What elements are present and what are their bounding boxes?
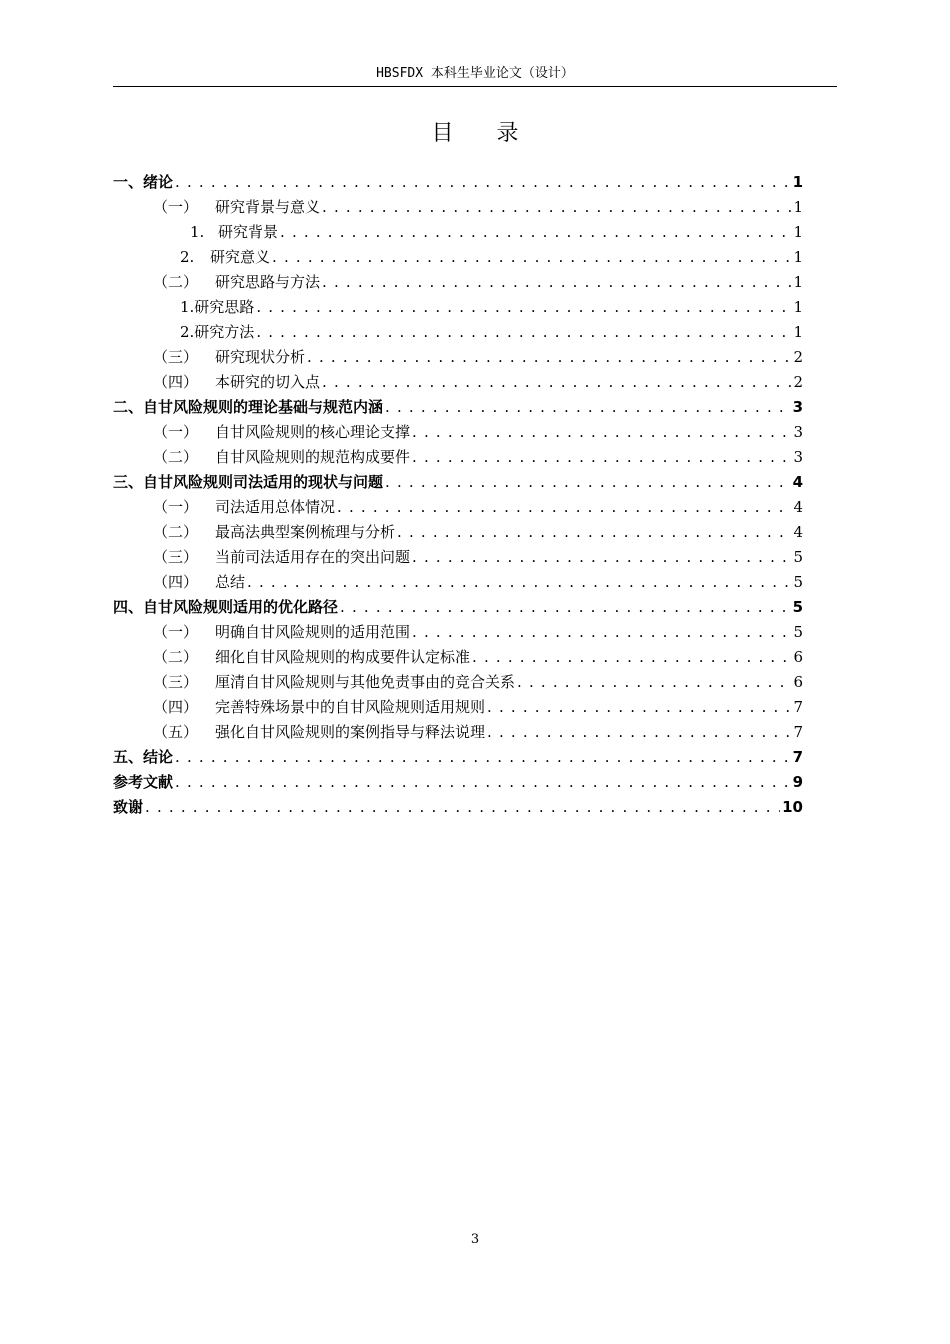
toc-entry[interactable]: [113, 620, 803, 645]
toc-entry-page: 5: [793, 623, 803, 641]
toc-entry-label: 强化自甘风险规则的案例指导与释法说理: [215, 723, 486, 741]
toc-entry[interactable]: [113, 795, 803, 820]
toc-entry-number: （二）: [153, 648, 199, 666]
toc-entry[interactable]: [113, 395, 803, 420]
toc-title: 目 录: [431, 121, 537, 146]
toc-entry-label: 1.研究思路: [180, 298, 255, 316]
toc-entry-label: 研究现状分析: [215, 348, 306, 366]
toc-dot-leader: [385, 395, 791, 420]
toc-entry-label: 二、自甘风险规则的理论基础与规范内涵: [113, 398, 384, 416]
toc-entry-label: 五、结论: [113, 748, 174, 766]
toc-dot-leader: [340, 595, 791, 620]
toc-entry-number: （四）: [153, 373, 199, 391]
toc-entry-label: 当前司法适用存在的突出问题: [215, 548, 411, 566]
toc-dot-leader: [472, 645, 791, 670]
toc-entry[interactable]: [113, 520, 803, 545]
toc-entry-page: 6: [793, 648, 803, 666]
toc-dot-leader: [322, 270, 791, 295]
toc-entry-page: 7: [792, 748, 803, 766]
toc-entry-page: 5: [793, 548, 803, 566]
toc-entry-page: 5: [793, 573, 803, 591]
toc-entry-page: 3: [793, 448, 803, 466]
toc-entry-label: 厘清自甘风险规则与其他免责事由的竞合关系: [215, 673, 516, 691]
toc-entry-page: 4: [793, 523, 803, 541]
toc-entry-number: （四）: [153, 573, 199, 591]
toc-entry[interactable]: [113, 220, 803, 245]
toc-dot-leader: [256, 320, 791, 345]
toc-entry[interactable]: [113, 345, 803, 370]
toc-entry-label: 四、自甘风险规则适用的优化路径: [113, 598, 339, 616]
toc-entry[interactable]: [113, 670, 803, 695]
toc-dot-leader: [145, 795, 780, 820]
toc-dot-leader: [322, 195, 791, 220]
toc-dot-leader: [487, 695, 791, 720]
toc-entry-page: 9: [792, 773, 803, 791]
toc-dot-leader: [397, 520, 791, 545]
toc-dot-leader: [517, 670, 791, 695]
toc-entry[interactable]: [113, 270, 803, 295]
toc-entry[interactable]: [113, 595, 803, 620]
toc-entry-page: 1: [793, 198, 803, 216]
toc-entry-number: （一）: [153, 198, 199, 216]
toc-entry[interactable]: [113, 695, 803, 720]
toc-entry[interactable]: [113, 195, 803, 220]
toc-entry-number: 1.: [190, 223, 205, 241]
toc-entry-page: 1: [793, 323, 803, 341]
toc-entry-number: （三）: [153, 348, 199, 366]
toc-entry-page: 10: [782, 798, 803, 816]
toc-dot-leader: [412, 620, 791, 645]
toc-entry-page: 2: [793, 348, 803, 366]
toc-entry-page: 1: [793, 273, 803, 291]
toc-dot-leader: [256, 295, 791, 320]
toc-entry-number: （一）: [153, 498, 199, 516]
toc-entry-number: （一）: [153, 423, 199, 441]
toc-entry-label: 一、绪论: [113, 173, 174, 191]
toc-entry-label: 研究背景与意义: [215, 198, 321, 216]
toc-dot-leader: [272, 245, 791, 270]
toc-entry-page: 3: [792, 398, 803, 416]
toc-dot-leader: [175, 770, 791, 795]
toc-entry[interactable]: [113, 245, 803, 270]
toc-entry-number: （二）: [153, 523, 199, 541]
toc-entry[interactable]: [113, 170, 803, 195]
toc-entry[interactable]: [113, 770, 803, 795]
toc-entry[interactable]: [113, 420, 803, 445]
toc-dot-leader: [412, 420, 791, 445]
toc-entry-label: 完善特殊场景中的自甘风险规则适用规则: [215, 698, 486, 716]
toc-entry-page: 6: [793, 673, 803, 691]
toc-entry[interactable]: [113, 295, 803, 320]
toc-entry-label: 研究意义: [210, 248, 271, 266]
toc-dot-leader: [175, 170, 791, 195]
toc-dot-leader: [487, 720, 791, 745]
toc-entry-page: 1: [793, 248, 803, 266]
table-of-contents: [113, 170, 803, 820]
toc-entry-page: 3: [793, 423, 803, 441]
toc-entry-page: 4: [793, 498, 803, 516]
toc-dot-leader: [280, 220, 791, 245]
toc-entry[interactable]: [113, 445, 803, 470]
toc-entry-page: 1: [793, 223, 803, 241]
toc-entry-page: 2: [793, 373, 803, 391]
toc-entry-label: 司法适用总体情况: [215, 498, 336, 516]
toc-entry-number: （三）: [153, 673, 199, 691]
toc-entry-page: 1: [792, 173, 803, 191]
toc-entry-label: 细化自甘风险规则的构成要件认定标准: [215, 648, 471, 666]
toc-entry[interactable]: [113, 645, 803, 670]
toc-entry-label: 参考文献: [113, 773, 174, 791]
toc-entry-number: （二）: [153, 448, 199, 466]
toc-entry[interactable]: [113, 720, 803, 745]
toc-entry-label: 总结: [215, 573, 246, 591]
toc-entry-label: 2.研究方法: [180, 323, 255, 341]
toc-entry[interactable]: [113, 495, 803, 520]
toc-entry-label: 最高法典型案例梳理与分析: [215, 523, 396, 541]
toc-entry-page: 7: [793, 723, 803, 741]
toc-entry[interactable]: [113, 470, 803, 495]
toc-dot-leader: [337, 495, 791, 520]
toc-entry-label: 研究思路与方法: [215, 273, 321, 291]
toc-dot-leader: [385, 470, 791, 495]
toc-dot-leader: [307, 345, 791, 370]
toc-entry-label: 研究背景: [218, 223, 279, 241]
toc-entry-label: 致谢: [113, 798, 144, 816]
toc-dot-leader: [247, 570, 791, 595]
toc-entry[interactable]: [113, 370, 803, 395]
toc-dot-leader: [322, 370, 791, 395]
toc-entry-page: 4: [792, 473, 803, 491]
toc-entry-number: （一）: [153, 623, 199, 641]
toc-entry-page: 5: [792, 598, 803, 616]
toc-entry-number: （三）: [153, 548, 199, 566]
toc-entry-label: 三、自甘风险规则司法适用的现状与问题: [113, 473, 384, 491]
toc-entry-number: （五）: [153, 723, 199, 741]
toc-entry-label: 自甘风险规则的核心理论支撑: [215, 423, 411, 441]
toc-entry-number: （四）: [153, 698, 199, 716]
page-header: HBSFDX 本科生毕业论文（设计）: [113, 64, 837, 87]
page-number: 3: [470, 1232, 480, 1247]
toc-entry[interactable]: [113, 545, 803, 570]
toc-entry-label: 本研究的切入点: [215, 373, 321, 391]
toc-entry-label: 明确自甘风险规则的适用范围: [215, 623, 411, 641]
toc-entry-page: 7: [793, 698, 803, 716]
toc-entry-label: 自甘风险规则的规范构成要件: [215, 448, 411, 466]
toc-entry-number: （二）: [153, 273, 199, 291]
toc-dot-leader: [412, 545, 791, 570]
toc-dot-leader: [175, 745, 791, 770]
toc-entry-page: 1: [793, 298, 803, 316]
toc-entry[interactable]: [113, 320, 803, 345]
toc-entry[interactable]: [113, 745, 803, 770]
toc-entry-number: 2.: [180, 248, 195, 266]
toc-dot-leader: [412, 445, 791, 470]
toc-entry[interactable]: [113, 570, 803, 595]
